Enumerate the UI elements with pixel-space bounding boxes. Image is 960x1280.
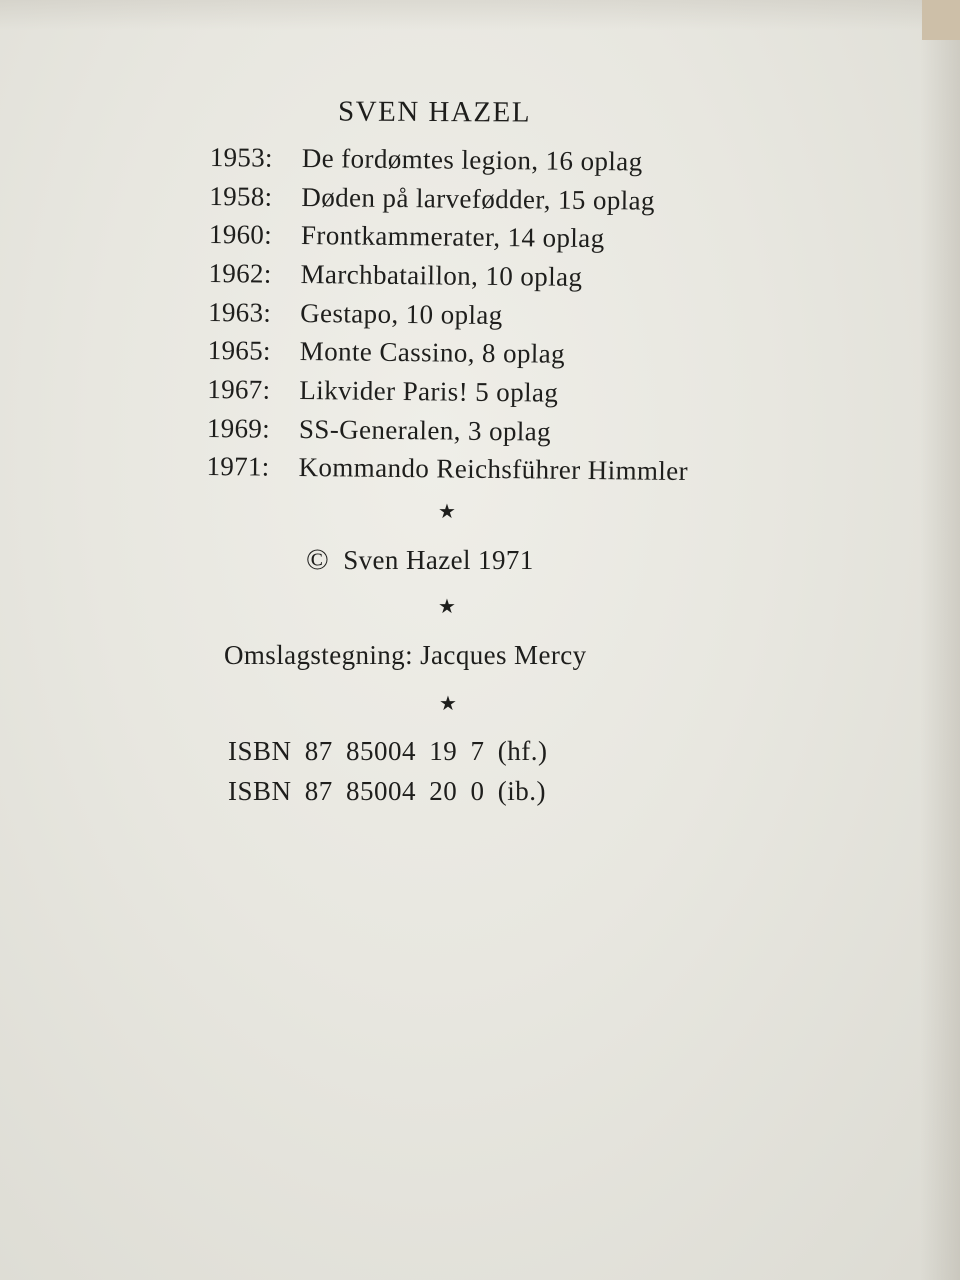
- bibliography-entry: [206, 447, 826, 492]
- entry-title: Kommando Reichsführer Himmler: [298, 452, 689, 487]
- entry-year: 1962:: [208, 257, 272, 289]
- cover-credit: Omslagstegning: Jacques Mercy: [224, 640, 587, 670]
- copyright-line: [306, 543, 534, 577]
- entry-title: Monte Cassino, 8 oplag: [299, 336, 566, 370]
- entry-year: 1953:: [209, 141, 273, 173]
- star-separator-icon: ★: [438, 499, 456, 523]
- entry-title: De fordømtes legion, 16 oplag: [301, 142, 643, 177]
- entry-year: 1963:: [208, 296, 272, 328]
- isbn-line: ISBN 87 85004 19 7 (hf.): [228, 736, 548, 766]
- entry-year: 1971:: [206, 451, 270, 482]
- entry-title: Gestapo, 10 oplag: [300, 297, 503, 330]
- bibliography-list: [206, 138, 830, 493]
- entry-title: SS-Generalen, 3 oplag: [298, 413, 552, 447]
- bibliography-entry: [208, 293, 828, 338]
- bibliography-entry: [207, 409, 827, 454]
- entry-year: 1967:: [207, 373, 271, 405]
- isbn-line: ISBN 87 85004 20 0 (ib.): [228, 776, 546, 806]
- entry-title: Frontkammerater, 14 oplag: [300, 220, 605, 254]
- entry-title: Døden på larvefødder, 15 oplag: [301, 181, 656, 216]
- entry-year: 1969:: [206, 412, 271, 444]
- entry-year: 1958:: [209, 180, 273, 212]
- entry-year: 1960:: [208, 219, 273, 250]
- star-separator-icon: ★: [438, 594, 456, 618]
- copyright-icon: ©: [306, 543, 330, 576]
- entry-title: Marchbataillon, 10 oplag: [300, 258, 583, 292]
- star-separator-icon: ★: [439, 691, 457, 715]
- entry-year: 1965:: [207, 335, 271, 366]
- bibliography-entry: [208, 331, 828, 376]
- bibliography-entry: [209, 177, 829, 222]
- bibliography-entry: [210, 138, 830, 183]
- entry-title: Likvider Paris! 5 oplag: [299, 374, 559, 408]
- author-heading: SVEN HAZEL: [337, 95, 532, 129]
- bibliography-entry: [208, 254, 828, 299]
- bibliography-entry: [207, 370, 827, 415]
- bibliography-entry: [209, 215, 829, 260]
- copyright-text: Sven Hazel 1971: [343, 545, 534, 575]
